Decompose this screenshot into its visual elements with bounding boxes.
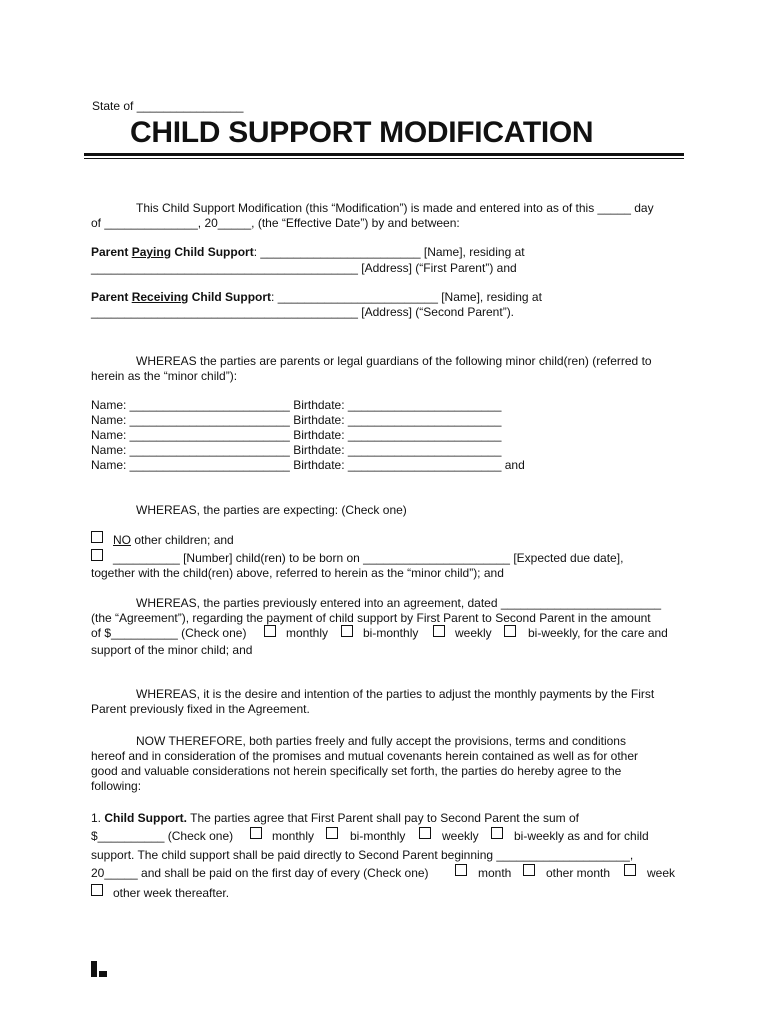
child-row: [91, 398, 501, 412]
child-name: Name: ________________________: [91, 443, 290, 457]
child-row: [91, 428, 501, 442]
whereas-agreement-line-1: WHEREAS, the parties previously entered into an agreement, dated ________________________: [136, 596, 662, 610]
support-bimonthly-checkbox[interactable]: [326, 827, 338, 839]
whereas-children-line-2: herein as the “minor child”):: [91, 369, 238, 383]
parent-receiving-line: [91, 290, 542, 304]
brand-logo-icon: [90, 960, 108, 978]
section-1-line-3: support. The child support shall be paid directly to Second Parent beginning ____________________,: [91, 848, 634, 862]
expecting-children-checkbox[interactable]: [91, 549, 103, 561]
section-1-text: The parties agree that First Parent shall pay to Second Parent the sum of: [187, 811, 579, 825]
agreement-biweekly-label: bi-weekly, for the care and: [528, 626, 668, 640]
child-row: [91, 458, 525, 472]
child-row: [91, 443, 501, 457]
no-underlined: NO: [113, 533, 131, 547]
child-row: [91, 413, 501, 427]
pay-month-label: month: [478, 866, 512, 880]
section-1-amount: $__________ (Check one): [91, 829, 234, 843]
now-therefore-line-3: good and valuable considerations not herein specifically set forth, the parties do hereby agree to the: [91, 764, 622, 778]
section-1-line-4: 20_____ and shall be paid on the first day of every (Check one): [91, 866, 429, 880]
parent-paying-address: ________________________________________ [Address] (“First Parent”) and: [91, 261, 517, 275]
pay-other-week-checkbox[interactable]: [91, 884, 103, 896]
agreement-bimonthly-checkbox[interactable]: [341, 625, 353, 637]
child-birthdate: Birthdate: _______________________: [293, 413, 502, 427]
intro-line-1: This Child Support Modification (this “Modification”) is made and entered into as of this _____ day: [136, 201, 654, 215]
pay-other-week-label: other week thereafter.: [113, 886, 230, 900]
agreement-monthly-label: monthly: [286, 626, 329, 640]
child-suffix: and: [501, 458, 525, 472]
title-rule-thin: [84, 158, 684, 159]
support-bimonthly-label: bi-monthly: [350, 829, 406, 843]
section-1-line-1: [91, 811, 579, 825]
child-name: Name: ________________________: [91, 428, 290, 442]
parent-receiving-address: ________________________________________ [Address] (“Second Parent”).: [91, 305, 515, 319]
whereas-adjust-line-2: Parent previously fixed in the Agreement.: [91, 702, 310, 716]
whereas-agreement-amount: of $__________ (Check one): [91, 626, 247, 640]
pay-month-checkbox[interactable]: [455, 864, 467, 876]
agreement-bimonthly-label: bi-monthly: [363, 626, 419, 640]
pay-other-month-checkbox[interactable]: [523, 864, 535, 876]
support-monthly-label: monthly: [272, 829, 315, 843]
support-biweekly-checkbox[interactable]: [491, 827, 503, 839]
agreement-weekly-label: weekly: [455, 626, 492, 640]
expecting-children-line-2: together with the child(ren) above, referred to herein as the “minor child”); and: [91, 566, 504, 580]
document-title: CHILD SUPPORT MODIFICATION: [130, 116, 594, 149]
agreement-weekly-checkbox[interactable]: [433, 625, 445, 637]
whereas-children-line-1: WHEREAS the parties are parents or legal guardians of the following minor child(ren) (referred to: [136, 354, 652, 368]
support-monthly-checkbox[interactable]: [250, 827, 262, 839]
parent-paying-rest: : ________________________ [Name], residing at: [253, 245, 525, 259]
section-1-number: 1.: [91, 811, 105, 825]
whereas-adjust-line-1: WHEREAS, it is the desire and intention of the parties to adjust the monthly payments by the First: [136, 687, 655, 701]
title-rule-thick: [84, 153, 684, 156]
section-1-heading: Child Support.: [104, 811, 187, 825]
child-birthdate: Birthdate: _______________________: [293, 458, 502, 472]
whereas-agreement-line-4: support of the minor child; and: [91, 643, 253, 657]
whereas-expecting-line: WHEREAS, the parties are expecting: (Check one): [136, 503, 407, 517]
child-name: Name: ________________________: [91, 458, 290, 472]
pay-week-label: week: [647, 866, 676, 880]
agreement-biweekly-checkbox[interactable]: [504, 625, 516, 637]
no-other-children-checkbox[interactable]: [91, 531, 103, 543]
whereas-agreement-line-2: (the “Agreement”), regarding the payment of child support by First Parent to Second Parent in the amount: [91, 611, 651, 625]
pay-week-checkbox[interactable]: [624, 864, 636, 876]
parent-paying-underlined: Paying: [131, 245, 172, 259]
parent-receiving-underlined: Receiving: [131, 290, 189, 304]
child-birthdate: Birthdate: _______________________: [293, 443, 502, 457]
pay-other-month-label: other month: [546, 866, 611, 880]
parent-paying-line: [91, 245, 525, 259]
no-rest: other children; and: [131, 533, 234, 547]
child-name: Name: ________________________: [91, 398, 290, 412]
state-line: State of ________________: [92, 99, 244, 113]
parent-receiving-pre: Parent: [91, 290, 132, 304]
parent-paying-pre: Parent: [91, 245, 132, 259]
support-weekly-label: weekly: [442, 829, 479, 843]
expecting-children-label: __________ [Number] child(ren) to be born on ______________________ [Expected due date],: [113, 551, 624, 565]
now-therefore-line-4: following:: [91, 779, 142, 793]
child-name: Name: ________________________: [91, 413, 290, 427]
intro-line-2: of ______________, 20_____, (the “Effective Date”) by and between:: [91, 216, 460, 230]
parent-paying-post: Child Support: [171, 245, 254, 259]
now-therefore-line-2: hereof and in consideration of the promises and mutual covenants herein contained as well as for other: [91, 749, 638, 763]
agreement-monthly-checkbox[interactable]: [264, 625, 276, 637]
child-birthdate: Birthdate: _______________________: [293, 398, 502, 412]
support-weekly-checkbox[interactable]: [419, 827, 431, 839]
now-therefore-line-1: NOW THEREFORE, both parties freely and fully accept the provisions, terms and conditions: [136, 734, 626, 748]
child-birthdate: Birthdate: _______________________: [293, 428, 502, 442]
parent-receiving-post: Child Support: [188, 290, 272, 304]
parent-receiving-rest: : ________________________ [Name], residing at: [271, 290, 542, 304]
no-other-children-label: [113, 533, 234, 547]
support-biweekly-label: bi-weekly as and for child: [514, 829, 649, 843]
